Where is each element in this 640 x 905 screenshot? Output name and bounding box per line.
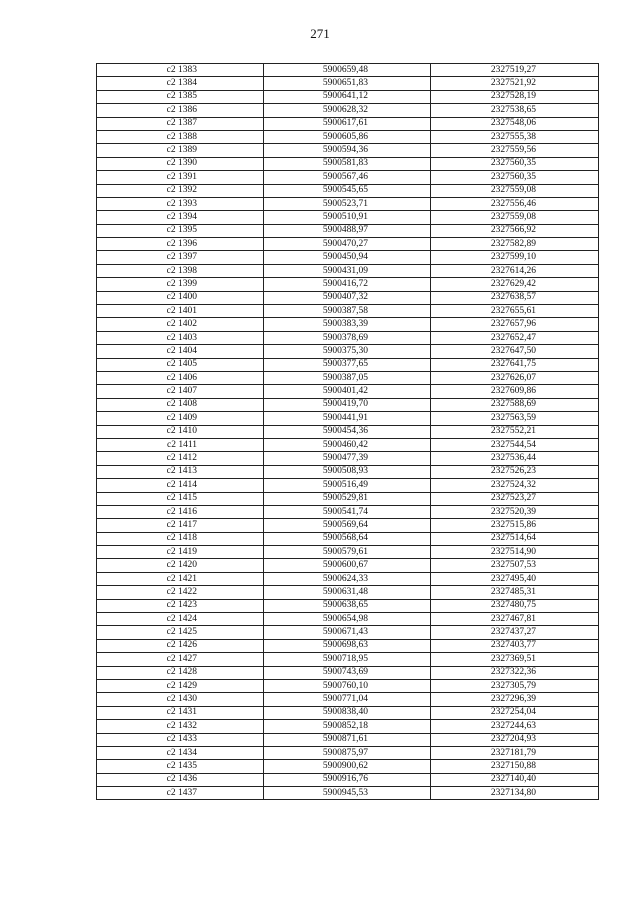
y-coordinate-cell: 2327523,27 <box>431 492 599 505</box>
table-row <box>97 211 599 224</box>
x-coordinate-cell: 5900460,42 <box>264 438 431 451</box>
y-coordinate-cell: 2327556,46 <box>431 197 599 210</box>
y-coordinate-cell: 2327536,44 <box>431 452 599 465</box>
y-coordinate-cell: 2327641,75 <box>431 358 599 371</box>
table-row <box>97 358 599 371</box>
point-id-cell: c2 1417 <box>97 519 264 532</box>
x-coordinate-cell: 5900450,94 <box>264 251 431 264</box>
table-row <box>97 251 599 264</box>
page-number: 271 <box>310 26 330 41</box>
y-coordinate-cell: 2327528,19 <box>431 90 599 103</box>
y-coordinate-cell: 2327485,31 <box>431 586 599 599</box>
point-id-cell: c2 1395 <box>97 224 264 237</box>
table-row <box>97 479 599 492</box>
point-id-cell: c2 1420 <box>97 559 264 572</box>
point-id-cell: c2 1434 <box>97 746 264 759</box>
table-row <box>97 197 599 210</box>
point-id-cell: c2 1394 <box>97 211 264 224</box>
y-coordinate-cell: 2327559,08 <box>431 184 599 197</box>
point-id-cell: c2 1419 <box>97 546 264 559</box>
point-id-cell: c2 1437 <box>97 787 264 800</box>
point-id-cell: c2 1414 <box>97 479 264 492</box>
table-row <box>97 465 599 478</box>
x-coordinate-cell: 5900510,91 <box>264 211 431 224</box>
table-row <box>97 532 599 545</box>
x-coordinate-cell: 5900771,04 <box>264 693 431 706</box>
table-row <box>97 760 599 773</box>
x-coordinate-cell: 5900569,64 <box>264 519 431 532</box>
y-coordinate-cell: 2327647,50 <box>431 345 599 358</box>
x-coordinate-cell: 5900541,74 <box>264 505 431 518</box>
table-row <box>97 572 599 585</box>
y-coordinate-cell: 2327296,39 <box>431 693 599 706</box>
y-coordinate-cell: 2327538,65 <box>431 104 599 117</box>
point-id-cell: c2 1400 <box>97 291 264 304</box>
table-row <box>97 345 599 358</box>
y-coordinate-cell: 2327548,06 <box>431 117 599 130</box>
table-row <box>97 720 599 733</box>
y-coordinate-cell: 2327588,69 <box>431 398 599 411</box>
x-coordinate-cell: 5900624,33 <box>264 572 431 585</box>
y-coordinate-cell: 2327437,27 <box>431 626 599 639</box>
y-coordinate-cell: 2327254,04 <box>431 706 599 719</box>
table-row <box>97 452 599 465</box>
x-coordinate-cell: 5900631,48 <box>264 586 431 599</box>
coordinates-table <box>96 63 599 800</box>
table-row <box>97 639 599 652</box>
x-coordinate-cell: 5900654,98 <box>264 613 431 626</box>
point-id-cell: c2 1423 <box>97 599 264 612</box>
y-coordinate-cell: 2327204,93 <box>431 733 599 746</box>
table-row <box>97 371 599 384</box>
x-coordinate-cell: 5900651,83 <box>264 77 431 90</box>
x-coordinate-cell: 5900488,97 <box>264 224 431 237</box>
point-id-cell: c2 1402 <box>97 318 264 331</box>
table-row <box>97 653 599 666</box>
coordinates-table-body <box>97 64 599 800</box>
point-id-cell: c2 1396 <box>97 238 264 251</box>
table-row <box>97 278 599 291</box>
x-coordinate-cell: 5900698,63 <box>264 639 431 652</box>
y-coordinate-cell: 2327134,80 <box>431 787 599 800</box>
point-id-cell: c2 1392 <box>97 184 264 197</box>
table-row <box>97 331 599 344</box>
point-id-cell: c2 1407 <box>97 385 264 398</box>
point-id-cell: c2 1393 <box>97 197 264 210</box>
x-coordinate-cell: 5900718,95 <box>264 653 431 666</box>
table-row <box>97 104 599 117</box>
point-id-cell: c2 1431 <box>97 706 264 719</box>
table-row <box>97 144 599 157</box>
x-coordinate-cell: 5900641,12 <box>264 90 431 103</box>
x-coordinate-cell: 5900605,86 <box>264 130 431 143</box>
point-id-cell: c2 1399 <box>97 278 264 291</box>
table-row <box>97 318 599 331</box>
point-id-cell: c2 1427 <box>97 653 264 666</box>
table-row <box>97 706 599 719</box>
point-id-cell: c2 1416 <box>97 505 264 518</box>
y-coordinate-cell: 2327526,23 <box>431 465 599 478</box>
table-row <box>97 787 599 800</box>
x-coordinate-cell: 5900852,18 <box>264 720 431 733</box>
y-coordinate-cell: 2327519,27 <box>431 64 599 77</box>
x-coordinate-cell: 5900375,30 <box>264 345 431 358</box>
x-coordinate-cell: 5900617,61 <box>264 117 431 130</box>
point-id-cell: c2 1404 <box>97 345 264 358</box>
point-id-cell: c2 1409 <box>97 412 264 425</box>
y-coordinate-cell: 2327480,75 <box>431 599 599 612</box>
x-coordinate-cell: 5900916,76 <box>264 773 431 786</box>
y-coordinate-cell: 2327626,07 <box>431 371 599 384</box>
x-coordinate-cell: 5900638,65 <box>264 599 431 612</box>
y-coordinate-cell: 2327403,77 <box>431 639 599 652</box>
y-coordinate-cell: 2327657,96 <box>431 318 599 331</box>
x-coordinate-cell: 5900900,62 <box>264 760 431 773</box>
table-row <box>97 398 599 411</box>
point-id-cell: c2 1387 <box>97 117 264 130</box>
table-row <box>97 733 599 746</box>
table-row <box>97 264 599 277</box>
x-coordinate-cell: 5900477,39 <box>264 452 431 465</box>
x-coordinate-cell: 5900441,91 <box>264 412 431 425</box>
y-coordinate-cell: 2327514,90 <box>431 546 599 559</box>
y-coordinate-cell: 2327582,89 <box>431 238 599 251</box>
table-row <box>97 130 599 143</box>
x-coordinate-cell: 5900671,43 <box>264 626 431 639</box>
table-row <box>97 626 599 639</box>
point-id-cell: c2 1386 <box>97 104 264 117</box>
table-row <box>97 773 599 786</box>
x-coordinate-cell: 5900523,71 <box>264 197 431 210</box>
x-coordinate-cell: 5900431,09 <box>264 264 431 277</box>
x-coordinate-cell: 5900516,49 <box>264 479 431 492</box>
point-id-cell: c2 1408 <box>97 398 264 411</box>
point-id-cell: c2 1426 <box>97 639 264 652</box>
table-row <box>97 679 599 692</box>
y-coordinate-cell: 2327495,40 <box>431 572 599 585</box>
table-row <box>97 171 599 184</box>
y-coordinate-cell: 2327544,54 <box>431 438 599 451</box>
y-coordinate-cell: 2327467,81 <box>431 613 599 626</box>
table-row <box>97 224 599 237</box>
x-coordinate-cell: 5900378,69 <box>264 331 431 344</box>
x-coordinate-cell: 5900567,46 <box>264 171 431 184</box>
x-coordinate-cell: 5900838,40 <box>264 706 431 719</box>
point-id-cell: c2 1435 <box>97 760 264 773</box>
table-row <box>97 385 599 398</box>
point-id-cell: c2 1391 <box>97 171 264 184</box>
y-coordinate-cell: 2327521,92 <box>431 77 599 90</box>
point-id-cell: c2 1412 <box>97 452 264 465</box>
y-coordinate-cell: 2327150,88 <box>431 760 599 773</box>
point-id-cell: c2 1418 <box>97 532 264 545</box>
x-coordinate-cell: 5900743,69 <box>264 666 431 679</box>
y-coordinate-cell: 2327655,61 <box>431 305 599 318</box>
table-row <box>97 157 599 170</box>
point-id-cell: c2 1415 <box>97 492 264 505</box>
y-coordinate-cell: 2327520,39 <box>431 505 599 518</box>
point-id-cell: c2 1411 <box>97 438 264 451</box>
table-row <box>97 613 599 626</box>
table-row <box>97 90 599 103</box>
y-coordinate-cell: 2327609,86 <box>431 385 599 398</box>
point-id-cell: c2 1410 <box>97 425 264 438</box>
x-coordinate-cell: 5900377,65 <box>264 358 431 371</box>
x-coordinate-cell: 5900419,70 <box>264 398 431 411</box>
point-id-cell: c2 1398 <box>97 264 264 277</box>
point-id-cell: c2 1397 <box>97 251 264 264</box>
x-coordinate-cell: 5900454,36 <box>264 425 431 438</box>
x-coordinate-cell: 5900659,48 <box>264 64 431 77</box>
point-id-cell: c2 1389 <box>97 144 264 157</box>
table-row <box>97 64 599 77</box>
y-coordinate-cell: 2327140,40 <box>431 773 599 786</box>
x-coordinate-cell: 5900529,81 <box>264 492 431 505</box>
point-id-cell: c2 1432 <box>97 720 264 733</box>
y-coordinate-cell: 2327652,47 <box>431 331 599 344</box>
x-coordinate-cell: 5900387,58 <box>264 305 431 318</box>
y-coordinate-cell: 2327563,59 <box>431 412 599 425</box>
y-coordinate-cell: 2327555,38 <box>431 130 599 143</box>
point-id-cell: c2 1401 <box>97 305 264 318</box>
x-coordinate-cell: 5900600,67 <box>264 559 431 572</box>
x-coordinate-cell: 5900407,32 <box>264 291 431 304</box>
point-id-cell: c2 1424 <box>97 613 264 626</box>
table-row <box>97 505 599 518</box>
point-id-cell: c2 1436 <box>97 773 264 786</box>
x-coordinate-cell: 5900568,64 <box>264 532 431 545</box>
y-coordinate-cell: 2327614,26 <box>431 264 599 277</box>
point-id-cell: c2 1383 <box>97 64 264 77</box>
table-row <box>97 492 599 505</box>
point-id-cell: c2 1425 <box>97 626 264 639</box>
table-row <box>97 77 599 90</box>
point-id-cell: c2 1390 <box>97 157 264 170</box>
point-id-cell: c2 1413 <box>97 465 264 478</box>
y-coordinate-cell: 2327514,64 <box>431 532 599 545</box>
table-row <box>97 438 599 451</box>
table-row <box>97 599 599 612</box>
x-coordinate-cell: 5900628,32 <box>264 104 431 117</box>
table-row <box>97 693 599 706</box>
point-id-cell: c2 1405 <box>97 358 264 371</box>
y-coordinate-cell: 2327559,08 <box>431 211 599 224</box>
table-row <box>97 184 599 197</box>
point-id-cell: c2 1433 <box>97 733 264 746</box>
y-coordinate-cell: 2327559,56 <box>431 144 599 157</box>
y-coordinate-cell: 2327181,79 <box>431 746 599 759</box>
y-coordinate-cell: 2327524,32 <box>431 479 599 492</box>
table-row <box>97 117 599 130</box>
table-row <box>97 559 599 572</box>
x-coordinate-cell: 5900594,36 <box>264 144 431 157</box>
y-coordinate-cell: 2327599,10 <box>431 251 599 264</box>
y-coordinate-cell: 2327322,36 <box>431 666 599 679</box>
x-coordinate-cell: 5900470,27 <box>264 238 431 251</box>
x-coordinate-cell: 5900416,72 <box>264 278 431 291</box>
x-coordinate-cell: 5900871,61 <box>264 733 431 746</box>
x-coordinate-cell: 5900760,10 <box>264 679 431 692</box>
point-id-cell: c2 1421 <box>97 572 264 585</box>
table-row <box>97 546 599 559</box>
x-coordinate-cell: 5900401,42 <box>264 385 431 398</box>
table-row <box>97 238 599 251</box>
table-row <box>97 746 599 759</box>
y-coordinate-cell: 2327638,57 <box>431 291 599 304</box>
y-coordinate-cell: 2327515,86 <box>431 519 599 532</box>
x-coordinate-cell: 5900945,53 <box>264 787 431 800</box>
point-id-cell: c2 1429 <box>97 679 264 692</box>
table-row <box>97 291 599 304</box>
x-coordinate-cell: 5900875,97 <box>264 746 431 759</box>
point-id-cell: c2 1403 <box>97 331 264 344</box>
point-id-cell: c2 1406 <box>97 371 264 384</box>
y-coordinate-cell: 2327629,42 <box>431 278 599 291</box>
table-row <box>97 425 599 438</box>
table-row <box>97 412 599 425</box>
x-coordinate-cell: 5900508,93 <box>264 465 431 478</box>
point-id-cell: c2 1422 <box>97 586 264 599</box>
y-coordinate-cell: 2327305,79 <box>431 679 599 692</box>
point-id-cell: c2 1428 <box>97 666 264 679</box>
table-row <box>97 586 599 599</box>
point-id-cell: c2 1385 <box>97 90 264 103</box>
x-coordinate-cell: 5900383,39 <box>264 318 431 331</box>
table-row <box>97 519 599 532</box>
y-coordinate-cell: 2327369,51 <box>431 653 599 666</box>
point-id-cell: c2 1430 <box>97 693 264 706</box>
y-coordinate-cell: 2327507,53 <box>431 559 599 572</box>
y-coordinate-cell: 2327244,63 <box>431 720 599 733</box>
y-coordinate-cell: 2327560,35 <box>431 171 599 184</box>
x-coordinate-cell: 5900387,05 <box>264 371 431 384</box>
x-coordinate-cell: 5900581,83 <box>264 157 431 170</box>
point-id-cell: c2 1388 <box>97 130 264 143</box>
y-coordinate-cell: 2327560,35 <box>431 157 599 170</box>
table-row <box>97 666 599 679</box>
x-coordinate-cell: 5900579,61 <box>264 546 431 559</box>
y-coordinate-cell: 2327566,92 <box>431 224 599 237</box>
table-row <box>97 305 599 318</box>
x-coordinate-cell: 5900545,65 <box>264 184 431 197</box>
y-coordinate-cell: 2327552,21 <box>431 425 599 438</box>
point-id-cell: c2 1384 <box>97 77 264 90</box>
